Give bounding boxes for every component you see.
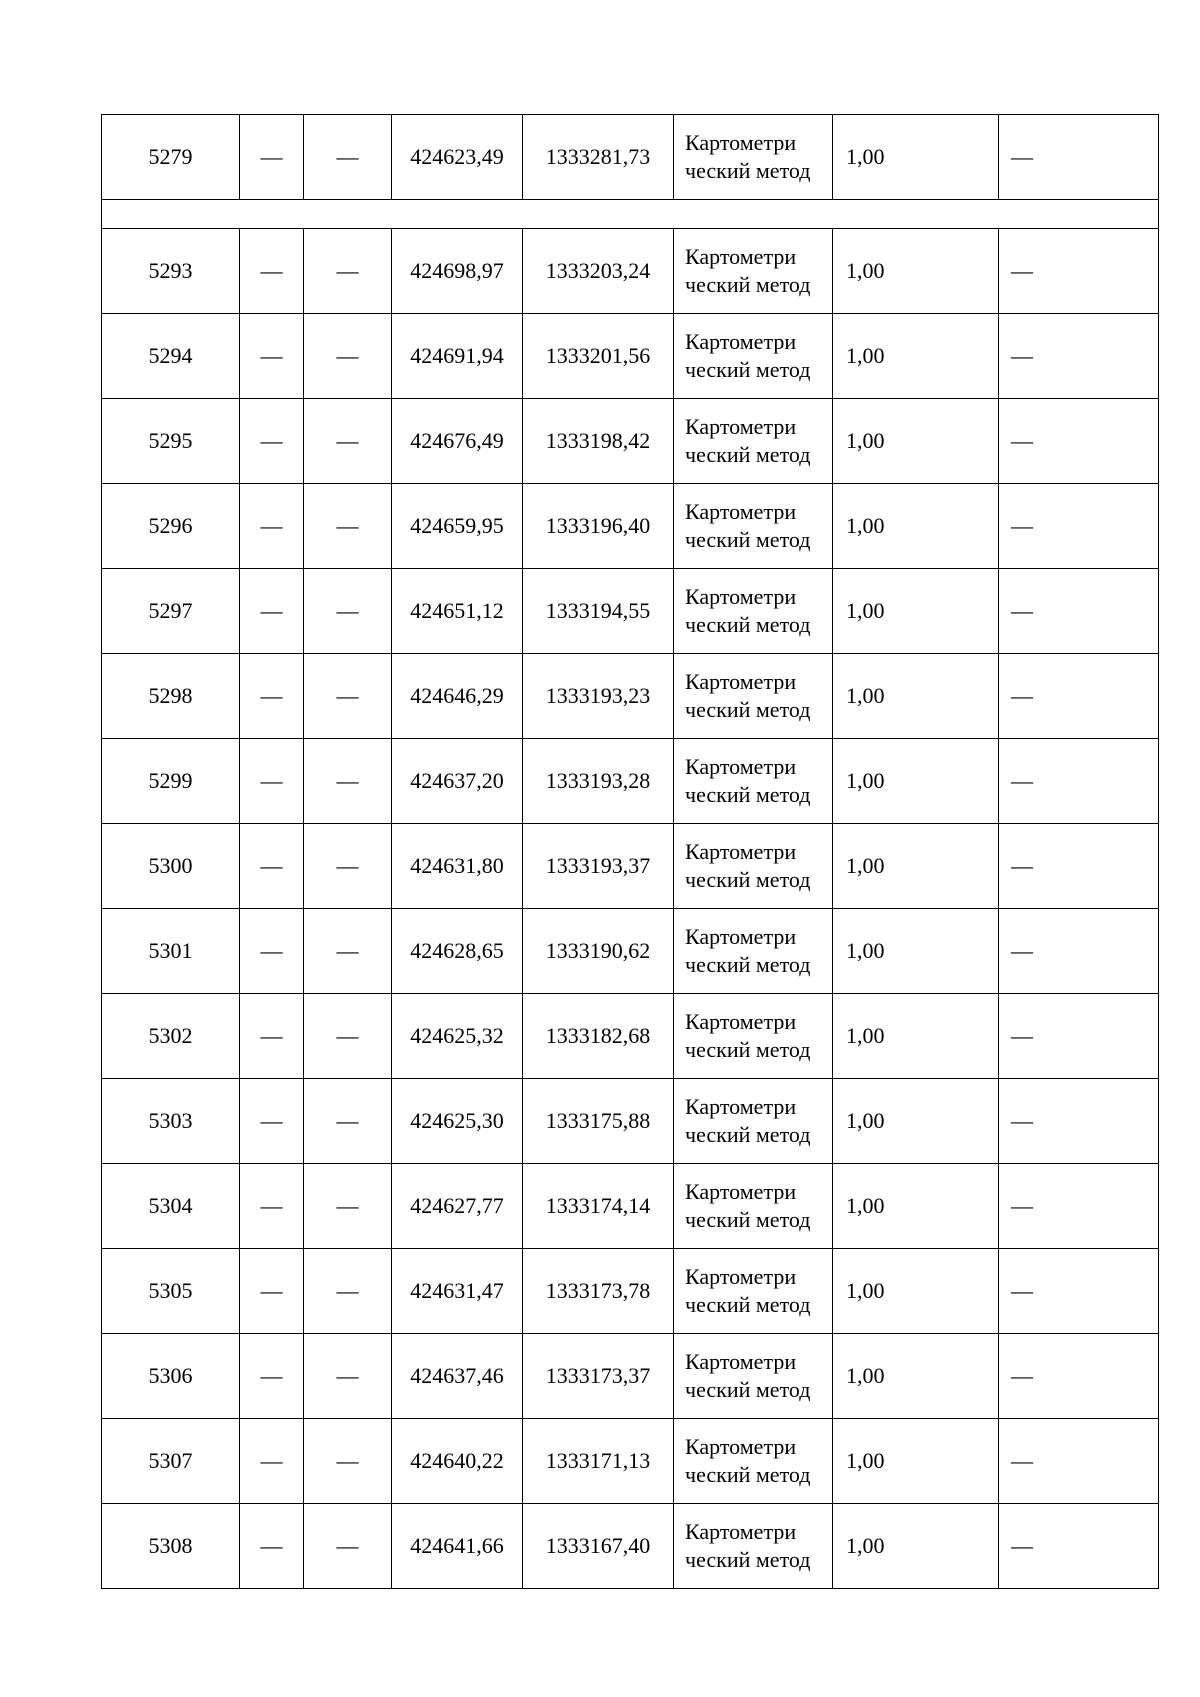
table-row — [102, 1249, 1159, 1334]
point-number-cell: 5305 — [102, 1249, 240, 1334]
empty-value-cell: — — [304, 399, 392, 484]
x-coordinate-cell: 424646,29 — [392, 654, 523, 739]
x-coordinate-cell: 424631,47 — [392, 1249, 523, 1334]
method-cell — [674, 994, 833, 1079]
separator-cell — [102, 200, 1159, 229]
accuracy-cell: 1,00 — [833, 1249, 999, 1334]
point-number-cell: 5294 — [102, 314, 240, 399]
table-row — [102, 994, 1159, 1079]
accuracy-cell: 1,00 — [833, 824, 999, 909]
empty-value-cell: — — [304, 1419, 392, 1504]
x-coordinate-cell: 424641,66 — [392, 1504, 523, 1589]
table-row — [102, 1419, 1159, 1504]
empty-value-cell: — — [304, 1249, 392, 1334]
y-coordinate-cell: 1333193,23 — [523, 654, 674, 739]
method-text: Картометри ческий метод — [685, 924, 811, 977]
point-number-cell: 5304 — [102, 1164, 240, 1249]
y-coordinate-cell: 1333193,28 — [523, 739, 674, 824]
x-coordinate-cell: 424628,65 — [392, 909, 523, 994]
accuracy-cell: 1,00 — [833, 994, 999, 1079]
method-cell — [674, 1334, 833, 1419]
y-coordinate-cell: 1333198,42 — [523, 399, 674, 484]
coordinates-table — [101, 114, 1159, 1589]
method-text: Картометри ческий метод — [685, 1009, 811, 1062]
point-number-cell: 5303 — [102, 1079, 240, 1164]
empty-value-cell: — — [240, 314, 304, 399]
empty-value-cell: — — [304, 314, 392, 399]
table-row — [102, 569, 1159, 654]
empty-value-cell: — — [240, 739, 304, 824]
method-text: Картометри ческий метод — [685, 1349, 811, 1402]
empty-value-cell: — — [304, 115, 392, 200]
empty-value-cell: — — [999, 1419, 1159, 1504]
table-row — [102, 1164, 1159, 1249]
point-number-cell: 5295 — [102, 399, 240, 484]
table-row — [102, 484, 1159, 569]
table-row — [102, 739, 1159, 824]
point-number-cell: 5279 — [102, 115, 240, 200]
empty-value-cell: — — [999, 1249, 1159, 1334]
method-text: Картометри ческий метод — [685, 414, 811, 467]
method-cell — [674, 484, 833, 569]
empty-value-cell: — — [304, 654, 392, 739]
separator-row — [102, 200, 1159, 229]
method-text: Картометри ческий метод — [685, 329, 811, 382]
method-text: Картометри ческий метод — [685, 584, 811, 637]
point-number-cell: 5293 — [102, 229, 240, 314]
y-coordinate-cell: 1333196,40 — [523, 484, 674, 569]
y-coordinate-cell: 1333182,68 — [523, 994, 674, 1079]
method-cell — [674, 739, 833, 824]
accuracy-cell: 1,00 — [833, 1504, 999, 1589]
y-coordinate-cell: 1333171,13 — [523, 1419, 674, 1504]
x-coordinate-cell: 424627,77 — [392, 1164, 523, 1249]
empty-value-cell: — — [240, 115, 304, 200]
y-coordinate-cell: 1333201,56 — [523, 314, 674, 399]
empty-value-cell: — — [999, 1334, 1159, 1419]
y-coordinate-cell: 1333167,40 — [523, 1504, 674, 1589]
empty-value-cell: — — [999, 399, 1159, 484]
x-coordinate-cell: 424637,20 — [392, 739, 523, 824]
x-coordinate-cell: 424691,94 — [392, 314, 523, 399]
x-coordinate-cell: 424676,49 — [392, 399, 523, 484]
empty-value-cell: — — [999, 739, 1159, 824]
point-number-cell: 5300 — [102, 824, 240, 909]
method-text: Картометри ческий метод — [685, 499, 811, 552]
y-coordinate-cell: 1333194,55 — [523, 569, 674, 654]
method-text: Картометри ческий метод — [685, 1434, 811, 1487]
empty-value-cell: — — [304, 1079, 392, 1164]
table-row — [102, 1079, 1159, 1164]
table-row — [102, 654, 1159, 739]
accuracy-cell: 1,00 — [833, 399, 999, 484]
empty-value-cell: — — [999, 909, 1159, 994]
method-cell — [674, 1504, 833, 1589]
empty-value-cell: — — [240, 1334, 304, 1419]
method-cell — [674, 1079, 833, 1164]
method-text: Картометри ческий метод — [685, 130, 811, 183]
accuracy-cell: 1,00 — [833, 1079, 999, 1164]
empty-value-cell: — — [240, 1419, 304, 1504]
table-row — [102, 1504, 1159, 1589]
point-number-cell: 5302 — [102, 994, 240, 1079]
y-coordinate-cell: 1333173,37 — [523, 1334, 674, 1419]
point-number-cell: 5306 — [102, 1334, 240, 1419]
empty-value-cell: — — [304, 1164, 392, 1249]
point-number-cell: 5297 — [102, 569, 240, 654]
method-cell — [674, 229, 833, 314]
method-cell — [674, 569, 833, 654]
x-coordinate-cell: 424631,80 — [392, 824, 523, 909]
method-cell — [674, 314, 833, 399]
x-coordinate-cell: 424625,30 — [392, 1079, 523, 1164]
x-coordinate-cell: 424698,97 — [392, 229, 523, 314]
empty-value-cell: — — [999, 569, 1159, 654]
method-cell — [674, 909, 833, 994]
empty-value-cell: — — [240, 1164, 304, 1249]
method-text: Картометри ческий метод — [685, 839, 811, 892]
table-row — [102, 229, 1159, 314]
point-number-cell: 5298 — [102, 654, 240, 739]
table-row — [102, 909, 1159, 994]
empty-value-cell: — — [240, 654, 304, 739]
empty-value-cell: — — [999, 994, 1159, 1079]
point-number-cell: 5299 — [102, 739, 240, 824]
y-coordinate-cell: 1333174,14 — [523, 1164, 674, 1249]
accuracy-cell: 1,00 — [833, 739, 999, 824]
table-row — [102, 1334, 1159, 1419]
table-row — [102, 115, 1159, 200]
point-number-cell: 5296 — [102, 484, 240, 569]
document-page — [101, 114, 1159, 1589]
y-coordinate-cell: 1333175,88 — [523, 1079, 674, 1164]
table-row — [102, 314, 1159, 399]
y-coordinate-cell: 1333203,24 — [523, 229, 674, 314]
point-number-cell: 5308 — [102, 1504, 240, 1589]
empty-value-cell: — — [240, 484, 304, 569]
x-coordinate-cell: 424623,49 — [392, 115, 523, 200]
empty-value-cell: — — [999, 115, 1159, 200]
empty-value-cell: — — [240, 1504, 304, 1589]
x-coordinate-cell: 424637,46 — [392, 1334, 523, 1419]
empty-value-cell: — — [999, 1079, 1159, 1164]
empty-value-cell: — — [240, 399, 304, 484]
accuracy-cell: 1,00 — [833, 484, 999, 569]
method-text: Картометри ческий метод — [685, 1179, 811, 1232]
empty-value-cell: — — [304, 739, 392, 824]
empty-value-cell: — — [240, 909, 304, 994]
x-coordinate-cell: 424651,12 — [392, 569, 523, 654]
method-cell — [674, 654, 833, 739]
empty-value-cell: — — [999, 654, 1159, 739]
accuracy-cell: 1,00 — [833, 909, 999, 994]
empty-value-cell: — — [999, 1504, 1159, 1589]
empty-value-cell: — — [240, 1249, 304, 1334]
x-coordinate-cell: 424640,22 — [392, 1419, 523, 1504]
empty-value-cell: — — [304, 1334, 392, 1419]
empty-value-cell: — — [240, 1079, 304, 1164]
x-coordinate-cell: 424659,95 — [392, 484, 523, 569]
x-coordinate-cell: 424625,32 — [392, 994, 523, 1079]
empty-value-cell: — — [999, 824, 1159, 909]
accuracy-cell: 1,00 — [833, 1419, 999, 1504]
empty-value-cell: — — [240, 569, 304, 654]
method-cell — [674, 1164, 833, 1249]
method-cell — [674, 1419, 833, 1504]
empty-value-cell: — — [240, 229, 304, 314]
table-row — [102, 399, 1159, 484]
method-cell — [674, 824, 833, 909]
table-body — [102, 115, 1159, 1589]
empty-value-cell: — — [240, 994, 304, 1079]
accuracy-cell: 1,00 — [833, 569, 999, 654]
empty-value-cell: — — [304, 824, 392, 909]
y-coordinate-cell: 1333173,78 — [523, 1249, 674, 1334]
empty-value-cell: — — [240, 824, 304, 909]
point-number-cell: 5307 — [102, 1419, 240, 1504]
empty-value-cell: — — [304, 994, 392, 1079]
empty-value-cell: — — [304, 229, 392, 314]
empty-value-cell: — — [999, 314, 1159, 399]
method-text: Картометри ческий метод — [685, 754, 811, 807]
y-coordinate-cell: 1333190,62 — [523, 909, 674, 994]
accuracy-cell: 1,00 — [833, 229, 999, 314]
method-text: Картометри ческий метод — [685, 1094, 811, 1147]
empty-value-cell: — — [304, 909, 392, 994]
empty-value-cell: — — [304, 1504, 392, 1589]
table-row — [102, 824, 1159, 909]
accuracy-cell: 1,00 — [833, 314, 999, 399]
empty-value-cell: — — [304, 484, 392, 569]
empty-value-cell: — — [304, 569, 392, 654]
accuracy-cell: 1,00 — [833, 654, 999, 739]
method-text: Картометри ческий метод — [685, 1519, 811, 1572]
method-cell — [674, 399, 833, 484]
method-text: Картометри ческий метод — [685, 1264, 811, 1317]
y-coordinate-cell: 1333193,37 — [523, 824, 674, 909]
empty-value-cell: — — [999, 484, 1159, 569]
empty-value-cell: — — [999, 229, 1159, 314]
method-text: Картометри ческий метод — [685, 244, 811, 297]
accuracy-cell: 1,00 — [833, 115, 999, 200]
accuracy-cell: 1,00 — [833, 1334, 999, 1419]
empty-value-cell: — — [999, 1164, 1159, 1249]
method-text: Картометри ческий метод — [685, 669, 811, 722]
point-number-cell: 5301 — [102, 909, 240, 994]
accuracy-cell: 1,00 — [833, 1164, 999, 1249]
y-coordinate-cell: 1333281,73 — [523, 115, 674, 200]
method-cell — [674, 1249, 833, 1334]
method-cell — [674, 115, 833, 200]
